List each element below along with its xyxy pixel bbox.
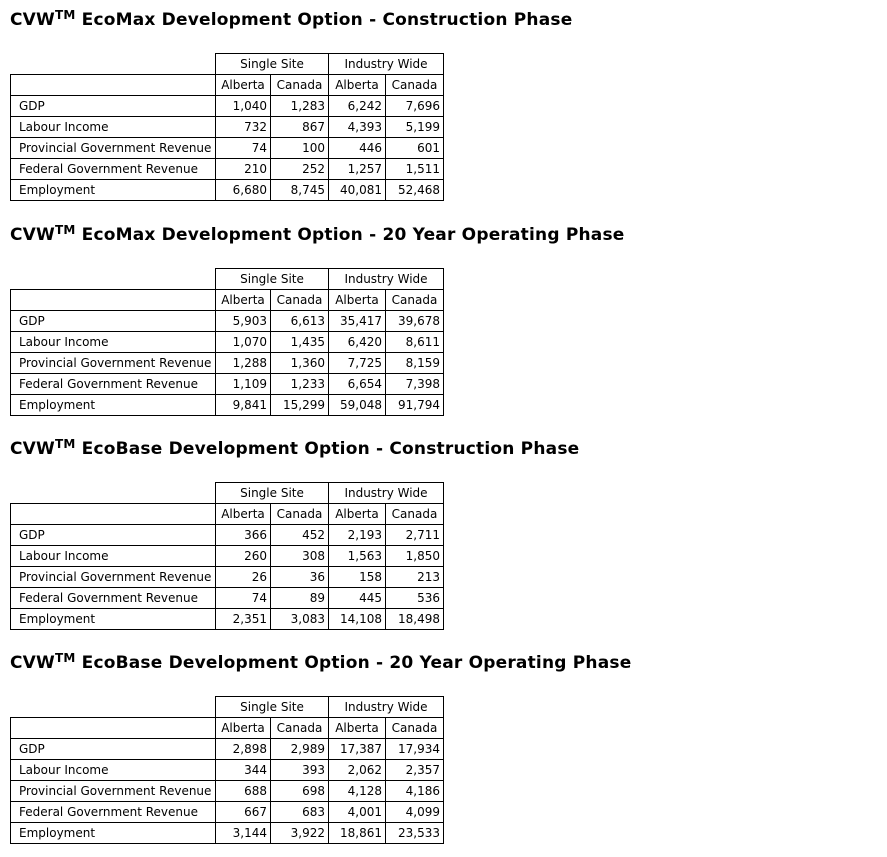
value-cell: 39,678 [386,311,444,332]
table-row [11,159,444,180]
empty-cell [11,483,216,504]
value-cell: 1,040 [216,96,271,117]
value-cell: 3,922 [271,823,329,844]
column-header-canada: Canada [271,504,329,525]
value-cell: 1,233 [271,374,329,395]
group-header-row [11,483,444,504]
column-header-canada: Canada [271,290,329,311]
table-row [11,180,444,201]
value-cell: 210 [216,159,271,180]
value-cell: 688 [216,781,271,802]
value-cell: 1,283 [271,96,329,117]
value-cell: 6,242 [329,96,386,117]
value-cell: 52,468 [386,180,444,201]
section-title [10,437,579,461]
title-prefix: CVW [10,653,55,673]
trademark-superscript: TM [54,651,76,665]
value-cell: 698 [271,781,329,802]
value-cell: 59,048 [329,395,386,416]
row-label: GDP [11,96,216,117]
group-header-industry-wide: Industry Wide [329,697,444,718]
impact-table [10,482,444,630]
row-label: Employment [11,395,216,416]
table-row [11,739,444,760]
title-prefix: CVW [10,439,55,459]
table-row [11,96,444,117]
row-label: Labour Income [11,117,216,138]
value-cell: 158 [329,567,386,588]
value-cell: 2,711 [386,525,444,546]
row-label-header [11,75,216,96]
value-cell: 3,083 [271,609,329,630]
column-header-alberta: Alberta [216,75,271,96]
row-label: Provincial Government Revenue [11,138,216,159]
empty-cell [11,54,216,75]
value-cell: 452 [271,525,329,546]
value-cell: 17,387 [329,739,386,760]
row-label-header [11,290,216,311]
title-prefix: CVW [10,10,55,30]
value-cell: 5,903 [216,311,271,332]
value-cell: 1,563 [329,546,386,567]
value-cell: 8,159 [386,353,444,374]
row-label-header [11,504,216,525]
title-text: EcoMax Development Option - 20 Year Operating Phase [75,225,625,245]
value-cell: 867 [271,117,329,138]
value-cell: 17,934 [386,739,444,760]
value-cell: 213 [386,567,444,588]
row-label: Federal Government Revenue [11,159,216,180]
value-cell: 4,001 [329,802,386,823]
group-header-row [11,54,444,75]
value-cell: 7,398 [386,374,444,395]
column-header-alberta: Alberta [216,290,271,311]
group-header-single-site: Single Site [216,54,329,75]
column-header-alberta: Alberta [216,718,271,739]
column-header-canada: Canada [271,718,329,739]
value-cell: 4,186 [386,781,444,802]
value-cell: 4,393 [329,117,386,138]
table-row [11,823,444,844]
table-row [11,567,444,588]
impact-table [10,53,444,201]
value-cell: 15,299 [271,395,329,416]
value-cell: 14,108 [329,609,386,630]
value-cell: 4,099 [386,802,444,823]
empty-cell [11,269,216,290]
value-cell: 9,841 [216,395,271,416]
column-header-alberta: Alberta [329,504,386,525]
title-text: EcoMax Development Option - Construction Phase [75,10,573,30]
row-label: GDP [11,311,216,332]
row-label: Federal Government Revenue [11,374,216,395]
row-label: Provincial Government Revenue [11,353,216,374]
value-cell: 74 [216,588,271,609]
value-cell: 100 [271,138,329,159]
column-header-canada: Canada [386,504,444,525]
title-text: EcoBase Development Option - Construction Phase [75,439,580,459]
value-cell: 8,611 [386,332,444,353]
row-label: Employment [11,609,216,630]
value-cell: 36 [271,567,329,588]
table-row [11,117,444,138]
column-header-canada: Canada [271,75,329,96]
value-cell: 2,193 [329,525,386,546]
table-row [11,802,444,823]
value-cell: 8,745 [271,180,329,201]
row-label: Provincial Government Revenue [11,567,216,588]
value-cell: 4,128 [329,781,386,802]
group-header-industry-wide: Industry Wide [329,483,444,504]
trademark-superscript: TM [54,437,76,451]
column-header-alberta: Alberta [216,504,271,525]
value-cell: 2,062 [329,760,386,781]
value-cell: 7,696 [386,96,444,117]
value-cell: 18,498 [386,609,444,630]
row-label: Labour Income [11,760,216,781]
impact-table [10,696,444,844]
table-row [11,760,444,781]
value-cell: 91,794 [386,395,444,416]
value-cell: 6,613 [271,311,329,332]
row-label: Employment [11,823,216,844]
group-header-industry-wide: Industry Wide [329,54,444,75]
group-header-single-site: Single Site [216,269,329,290]
column-header-alberta: Alberta [329,75,386,96]
value-cell: 536 [386,588,444,609]
region-header-row [11,504,444,525]
value-cell: 366 [216,525,271,546]
row-label: Labour Income [11,546,216,567]
row-label-header [11,718,216,739]
value-cell: 393 [271,760,329,781]
region-header-row [11,75,444,96]
row-label: Provincial Government Revenue [11,781,216,802]
column-header-canada: Canada [386,75,444,96]
value-cell: 2,357 [386,760,444,781]
table-row [11,138,444,159]
group-header-row [11,269,444,290]
value-cell: 344 [216,760,271,781]
group-header-single-site: Single Site [216,697,329,718]
value-cell: 2,898 [216,739,271,760]
table-row [11,311,444,332]
section-title [10,8,572,32]
value-cell: 667 [216,802,271,823]
region-header-row [11,718,444,739]
column-header-canada: Canada [386,290,444,311]
value-cell: 732 [216,117,271,138]
value-cell: 5,199 [386,117,444,138]
value-cell: 260 [216,546,271,567]
column-header-alberta: Alberta [329,718,386,739]
column-header-canada: Canada [386,718,444,739]
value-cell: 35,417 [329,311,386,332]
table-row [11,332,444,353]
value-cell: 1,360 [271,353,329,374]
value-cell: 683 [271,802,329,823]
table-row [11,609,444,630]
impact-table [10,268,444,416]
section-title [10,223,625,247]
value-cell: 40,081 [329,180,386,201]
group-header-industry-wide: Industry Wide [329,269,444,290]
value-cell: 252 [271,159,329,180]
value-cell: 74 [216,138,271,159]
table-row [11,395,444,416]
value-cell: 6,680 [216,180,271,201]
value-cell: 1,435 [271,332,329,353]
table-row [11,374,444,395]
value-cell: 1,850 [386,546,444,567]
value-cell: 1,070 [216,332,271,353]
value-cell: 23,533 [386,823,444,844]
value-cell: 7,725 [329,353,386,374]
value-cell: 6,654 [329,374,386,395]
group-header-single-site: Single Site [216,483,329,504]
table-row [11,781,444,802]
title-text: EcoBase Development Option - 20 Year Operating Phase [75,653,632,673]
value-cell: 308 [271,546,329,567]
group-header-row [11,697,444,718]
table-row [11,546,444,567]
column-header-alberta: Alberta [329,290,386,311]
value-cell: 6,420 [329,332,386,353]
value-cell: 2,989 [271,739,329,760]
row-label: GDP [11,739,216,760]
row-label: Federal Government Revenue [11,588,216,609]
value-cell: 1,288 [216,353,271,374]
section-title [10,651,631,675]
value-cell: 445 [329,588,386,609]
trademark-superscript: TM [54,223,76,237]
row-label: GDP [11,525,216,546]
impact-section [10,8,572,201]
value-cell: 1,109 [216,374,271,395]
trademark-superscript: TM [54,8,76,22]
table-row [11,353,444,374]
row-label: Labour Income [11,332,216,353]
value-cell: 446 [329,138,386,159]
value-cell: 89 [271,588,329,609]
value-cell: 26 [216,567,271,588]
table-row [11,525,444,546]
value-cell: 601 [386,138,444,159]
row-label: Federal Government Revenue [11,802,216,823]
impact-section [10,223,625,416]
table-row [11,588,444,609]
region-header-row [11,290,444,311]
value-cell: 1,511 [386,159,444,180]
title-prefix: CVW [10,225,55,245]
empty-cell [11,697,216,718]
impact-section [10,651,631,844]
value-cell: 1,257 [329,159,386,180]
impact-section [10,437,579,630]
value-cell: 2,351 [216,609,271,630]
value-cell: 3,144 [216,823,271,844]
value-cell: 18,861 [329,823,386,844]
row-label: Employment [11,180,216,201]
